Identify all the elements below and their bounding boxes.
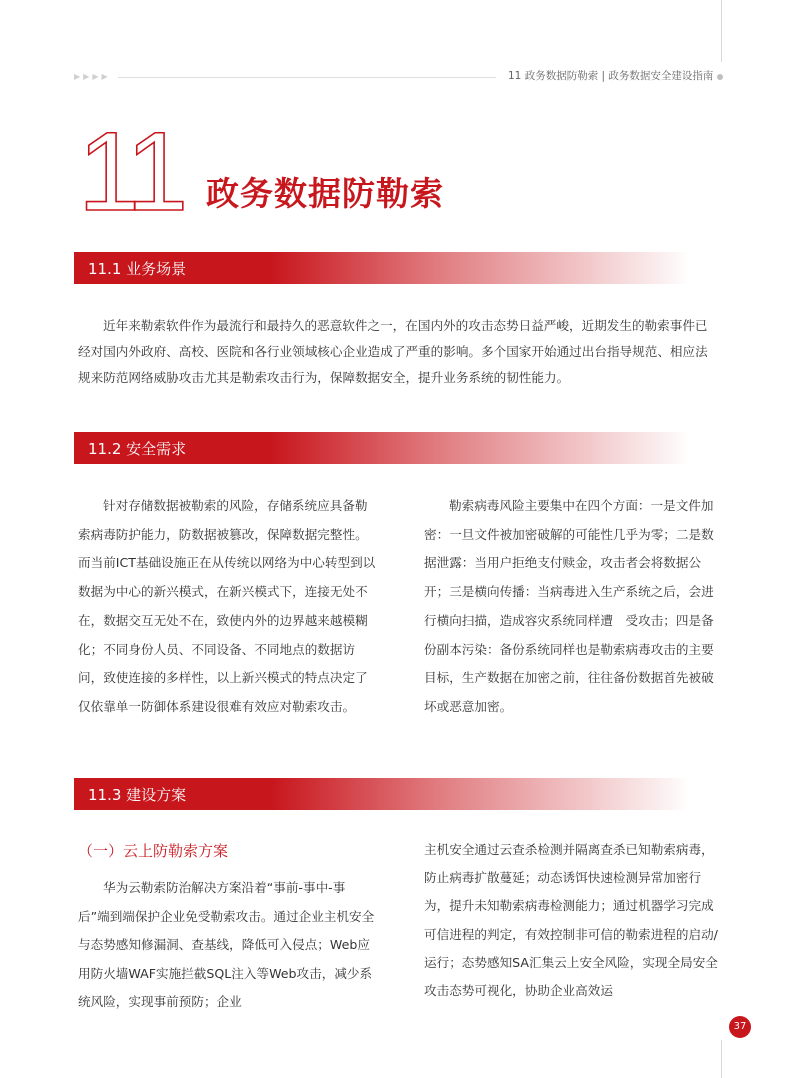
arrow-icon: ▶ <box>101 72 108 81</box>
section-heading-bar-11-2 <box>74 432 690 464</box>
security-needs-right-column: 勒索病毒风险主要集中在四个方面：一是文件加密：一旦文件被加密破解的可能性几乎为零；二是数据泄露：当用户拒绝支付赎金，攻击者会将数据公开；三是横向传播：当病毒进入生产系统之后，会进行横向扫描，造成容灾系统同样遭 受攻击；四是备份副本污染：备份系统同样也是勒索病毒攻击的主要目标，生产数据在加密之前，往往备份数据首先被破 坏或恶意加密。 <box>424 498 714 714</box>
section-heading-bar-11-1 <box>74 252 690 284</box>
arrow-icon: ▶ <box>92 72 99 81</box>
subsection-heading: （一）云上防勒索方案 <box>78 842 229 860</box>
chapter-number-text: 11 <box>78 118 183 218</box>
bottom-vertical-rule <box>721 1040 722 1078</box>
header-arrows <box>74 73 108 81</box>
chapter-number <box>78 118 188 218</box>
section-heading: 11.3 建设方案 <box>88 786 187 804</box>
business-scenario-paragraph: 近年来勒索软件作为最流行和最持久的恶意软件之一，在国内外的攻击态势日益严峻，近期发生的勒索事件已经对国内外政府、高校、医院和各行业领域核心企业造成了严重的影响。多个国家开始通过出台指导规范、相应法规来防范网络威胁攻击尤其是勒索攻击行为，保障数据安全，提升业务系统的韧性能力。 <box>78 318 708 385</box>
top-vertical-rule <box>721 0 722 62</box>
section-heading: 11.1 业务场景 <box>88 260 187 278</box>
solution-right-column: 主机安全通过云查杀检测并隔离查杀已知勒索病毒，防止病毒扩散蔓延；动态诱饵快速检测异常加密行为，提升未知勒索病毒检测能力；通过机器学习完成可信进程的判定，有效控制非可信的勒索进程的启动/运行；态势感知SA汇集云上安全风险，实现全局安全攻击态势可视化，协助企业高效运 <box>424 842 718 999</box>
arrow-icon: ▶ <box>83 72 90 81</box>
page-number-badge: 37 <box>729 1016 751 1038</box>
header-dot <box>717 74 723 80</box>
chapter-title: 政务数据防勒索 <box>206 174 444 213</box>
solution-left-column: 华为云勒索防治解决方案沿着“事前-事中-事后”端到端保护企业免受勒索攻击。通过企业主机安全与态势感知修漏洞、查基线，降低可入侵点；Web应用防火墙WAF实施拦截SQL注入等Web攻击，减少系统风险，实现事前预防；企业 <box>78 880 375 1010</box>
section-heading: 11.2 安全需求 <box>88 440 187 458</box>
header-rule <box>118 77 496 78</box>
security-needs-left-column: 针对存储数据被勒索的风险，存储系统应具备勒索病毒防护能力，防数据被篡改，保障数据完整性。而当前ICT基础设施正在从传统以网络为中心转型到以数据为中心的新兴模式，在新兴模式下，连接无处不在，数据交互无处不在，致使内外的边界越来越模糊化；不同身份人员、不同设备、不同地点的数据访问，致使连接的多样性，以上新兴模式的特点决定了仅依靠单一防御体系建设很难有效应对勒索攻击。 <box>78 498 376 714</box>
running-header-title: 11 政务数据防勒索 | 政务数据安全建设指南 <box>508 70 714 82</box>
section-heading-bar-11-3 <box>74 778 690 810</box>
arrow-icon: ▶ <box>74 72 81 81</box>
